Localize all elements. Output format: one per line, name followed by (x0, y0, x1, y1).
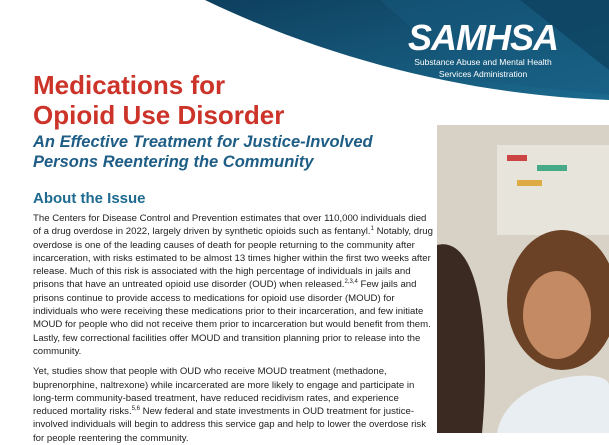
text: New federal and state investments in OUD treatment for justice-involved individuals will begin to address this service gap and help to lower the overdose risk for people reentering the community. (33, 406, 427, 444)
document-title (33, 70, 284, 130)
title-line-2: Opioid Use Disorder (33, 100, 285, 130)
main-content (33, 189, 435, 445)
subtitle-line-2: Persons Reentering the Community (33, 153, 314, 171)
cover-photo (437, 125, 609, 433)
text: Few jails and prisons continue to provide access to medications for opioid use disorder (MOUD) for individuals who were receiving these medications prior to their incarceration, and few initiate MOUD for people who did not receive them prior to incarceration but would benefit from them. Lastly, few correctional facilities offer MOUD and transition planning prior to release into the community. (33, 279, 431, 357)
text: Notably, drug overdose is one of the leading causes of death for people returning to the community after incarceration, with risks estimated to be almost 13 times higher within the first two weeks after release. Much of this risk is associated with the high percentage of individuals in jails and prisons that have an untreated opioid use disorder (OUD) when released. (33, 226, 433, 291)
subtitle-line-1: An Effective Treatment for Justice-Involved (33, 133, 373, 151)
logo-wordmark: SAMHSA (407, 17, 558, 58)
paragraph-1 (33, 212, 435, 358)
title-line-1: Medications for (33, 70, 226, 100)
logo-subtitle-2: Services Administration (438, 69, 528, 79)
paragraph-2 (33, 365, 435, 445)
footnote-ref: 5,6 (131, 406, 140, 413)
logo-subtitle-1: Substance Abuse and Mental Health (414, 57, 552, 67)
text: The Centers for Disease Control and Prevention estimates that over 110,000 individuals died of a drug overdose in 2022, largely driven by synthetic opioids such as fentanyl. (33, 213, 427, 238)
document-subtitle (33, 132, 373, 172)
samhsa-logo (407, 17, 598, 80)
section-heading: About the Issue (33, 190, 146, 207)
footnote-ref: 1 (370, 226, 374, 233)
text: Yet, studies show that people with OUD who receive MOUD treatment (methadone, buprenorphine, naltrexone) while incarcerated are more likely to engage and participate in long-term community-based treatment, have reduced recidivism rates, and experience reduced mortality risks. (33, 366, 415, 418)
footnote-ref: 2,3,4 (344, 279, 358, 286)
